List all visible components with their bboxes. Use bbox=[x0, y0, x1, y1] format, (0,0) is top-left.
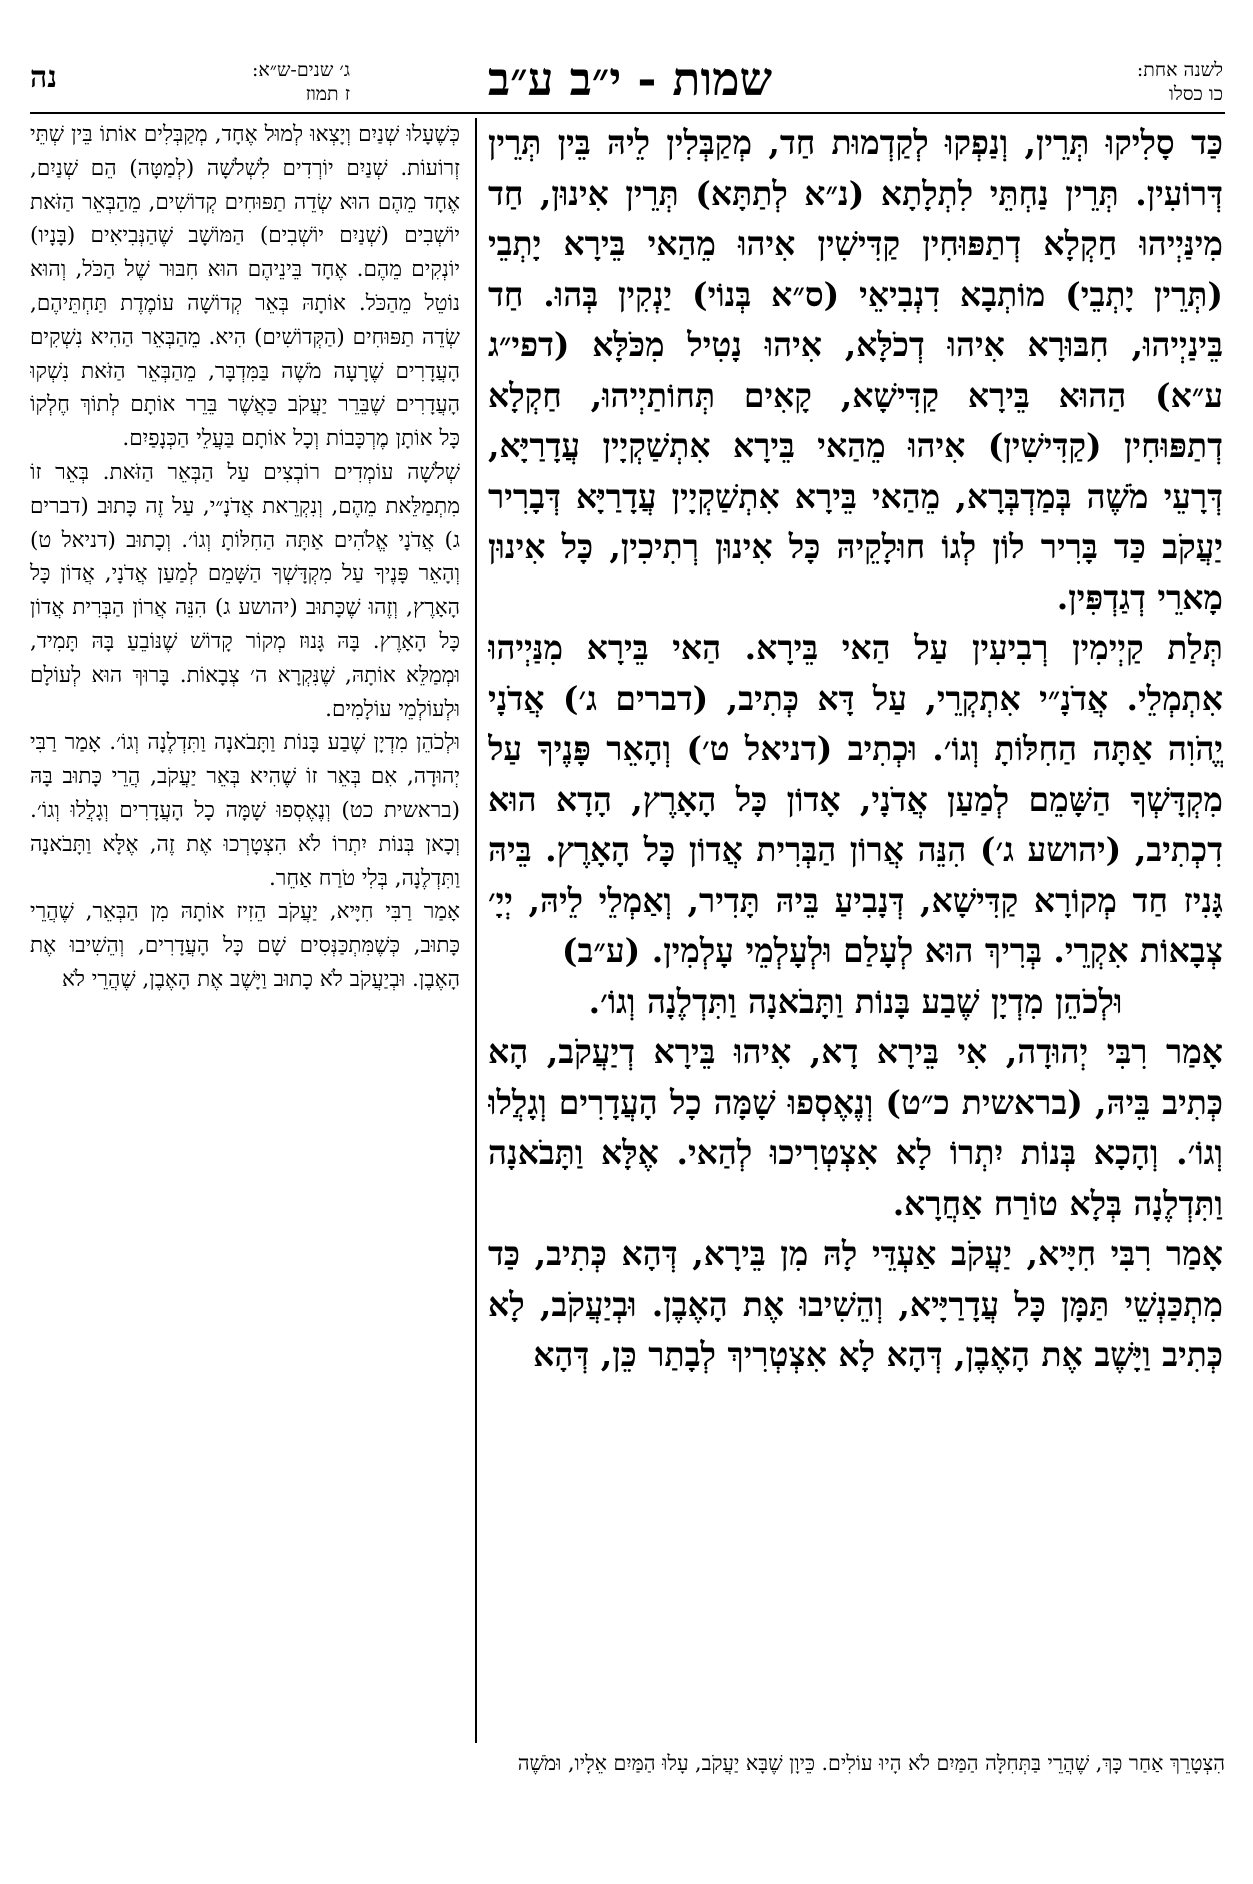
side-paragraph: שְׁלֹשָׁה עוֹמְדִים רוֹבְצִים עַל הַבְּאֵר הַזֹּאת. בְּאֵר זוֹ מִתְמַלֵּאת מֵהֶם, וְנִקְרֵאת אֲדֹנָ״י, עַל זֶה כָּתוּב (דברים ג) אֲדֹנָי אֱלֹהִים אַתָּה הַחִלּוֹתָ וְגוֹ׳. וְכָתוּב (דניאל ט) וְהָאֵר פָּנֶיךָ עַל מִקְדָּשְׁךָ הַשָּׁמֵם לְמַעַן אֲדֹנָי, אֲדוֹן כָּל הָאָרֶץ, וְזֶהוּ שֶׁכָּתוּב (יהושע ג) הִנֵּה אֲרוֹן הַבְּרִית אֲדוֹן כָּל הָאָרֶץ. בָּהּ גָּנוּז מְקוֹר קָדוֹשׁ שֶׁנּוֹבֵעַ בָּהּ תָּמִיד, וּמְמַלֵּא אוֹתָהּ, שֶׁנִּקְרָא ה׳ צְבָאוֹת. בָּרוּךְ הוּא לְעוֹלָם וּלְעוֹלְמֵי עוֹלָמִים. bbox=[30, 459, 460, 722]
side-paragraph: כְּשֶׁעָלוּ שְׁנַיִם וְיָצְאוּ לְמוּל אֶחָד, מְקַבְּלִים אוֹתוֹ בֵּין שְׁתֵּי זְרוֹעוֹת. שְׁנַיִם יוֹרְדִים לִשְׁלֹשָׁה (לְמַטָּה) הֵם שְׁנַיִם, אֶחָד מֵהֶם הוּא שְׂדֵה תַפּוּחִים קְדוֹשִׁים, מֵהַבְּאֵר הַזֹּאת יוֹשְׁבִים (שְׁנַיִם יוֹשְׁבִים) הַמּוֹשָׁב שֶׁהַנְּבִיאִים (בָּנָיו) יוֹנְקִים מֵהֶם. אֶחָד בֵּינֵיהֶם הוּא חִבּוּר שֶׁל הַכֹּל, וְהוּא נוֹטֵל מֵהַכֹּל. אוֹתָהּ בְּאֵר קְדוֹשָׁה עוֹמֶדֶת תַּחְתֵּיהֶם, שְׂדֵה תַפּוּחִים (הַקְּדוֹשִׁים) הִיא. מֵהַבְּאֵר הַהִיא נִשְׁקִים הָעֲדָרִים שֶׁרָעָה מֹשֶׁה בַּמִּדְבָּר, מֵהַבְּאֵר הַזֹּאת נִשְׁקוּ הָעֲדָרִים שֶׁבֵּרֵר יַעֲקֹב כַּאֲשֶׁר בֵּרֵר אוֹתָם לְתוֹךְ חֶלְקוֹ כָּל אוֹתָן מֶרְכָּבוֹת וְכָל אוֹתָם בַּעֲלֵי הַכְּנָפַיִם. bbox=[30, 122, 460, 452]
page-number: נה bbox=[30, 60, 58, 95]
main-paragraph: אָמַר רִבִּי יְהוּדָה, אִי בֵּירָא דָא, אִיהוּ בֵּירָא דְיַעֲקֹב, הָא כְּתִיב בֵּיהּ, (בראשית כ״ט) וְנֶאֶסְפוּ שָׁמָּה כָל הָעֲדָרִים וְגָלֲלוּ וְגוֹ׳. וְהָכָא בְּנוֹת יִתְרוֹ לָא אִצְטְרִיכוּ לְהַאי. אֶלָּא וַתָּבֹאנָה וַתִּדְלֶנָה בְּלָא טוֹרַח אַחֲרָא. bbox=[488, 1032, 1223, 1223]
main-paragraph-verse: וּלְכֹהֵן מִדְיָן שֶׁבַע בָּנוֹת וַתָּבֹאנָה וַתִּדְלֶנָה וְגוֹ׳. bbox=[588, 981, 1123, 1021]
footer-continuation-line: הִצְטָרֵךְ אַחַר כָּךְ, שֶׁהֲרֵי בַּתְּחִלָּה הַמַּיִם לֹא הָיוּ עוֹלִים. כֵּיוָן שֶׁבָּא יַעֲקֹב, עָלוּ הַמַּיִם אֵלָיו, וּמֹשֶׁה bbox=[517, 1751, 1225, 1775]
schedule-three-years-date: ז תמוז bbox=[305, 83, 350, 105]
daily-schedule-three-years bbox=[130, 58, 350, 106]
daily-schedule-one-year bbox=[1137, 58, 1223, 106]
schedule-three-years-label: ג׳ שנים-ש״א: bbox=[251, 59, 350, 81]
schedule-one-year-date: כו כסלו bbox=[1168, 83, 1223, 105]
side-paragraph: אָמַר רַבִּי חִיָּיא, יַעֲקֹב הֵזִיז אוֹתָהּ מִן הַבְּאֵר, שֶׁהֲרֵי כָּתוּב, כְּשֶׁמִּתְכַּנְּסִים שָׁם כָּל הָעֲדָרִים, וְהֵשִׁיבוּ אֶת הָאֶבֶן. וּבְיַעֲקֹב לֹא כָתוּב וַיָּשֶׁב אֶת הָאֶבֶן, שֶׁהֲרֵי לֹא bbox=[30, 899, 460, 992]
main-paragraph: תְּלַת קַיְימִין רְבִיעִין עַל הַאי בֵּירָא. הַאי בֵּירָא מִנַּיְיהוּ אִתְמְלֵי. אֲדֹנָ״י אִתְקְרֵי, עַל דָּא כְּתִיב, (דברים ג׳) אֲדֹנָי יֱהֹוִה אַתָּה הַחִלּוֹתָ וְגוֹ׳. וּכְתִיב (דניאל ט׳) וְהָאֵר פָּנֶיךָ עַל מִקְדָּשְׁךָ הַשָּׁמֵם לְמַעַן אֲדֹנָי, אָדוֹן כָּל הָאָרֶץ, הָדָא הוּא דִכְתִיב, (יהושע ג׳) הִנֵּה אֲרוֹן הַבְּרִית אֲדוֹן כָּל הָאָרֶץ. בֵּיהּ גָּנִיז חַד מְקוֹרָא קַדִּישָׁא, דְּנָבִיעַ בֵּיהּ תָּדִיר, וְאַמְלֵי לֵיהּ, יְיָ׳ צְבָאוֹת אִקְרֵי. בְּרִיךְ הוּא לְעָלַם וּלְעָלְמֵי עָלְמִין. (ע״ב) bbox=[488, 628, 1223, 970]
page-header bbox=[0, 0, 1253, 110]
side-column-hebrew-translation bbox=[30, 118, 460, 1743]
main-paragraph: כַּד סָלִיקוּ תְּרֵין, וְנַפְקוּ לְקַדְמוּת חַד, מְקַבְּלִין לֵיהּ בֵּין תְּרֵין דְּרוֹעִין. תְּרֵין נַחְתֵּי לִתְלָתָא (נ״א לְתַתָּא) תְּרֵין אִינוּן, חַד מִינַּיְיהוּ חַקְלָא דְתַפּוּחִין קַדִּישִׁין אִיהוּ מֵהַאי בֵּירָא יָתְבֵי (תְּרֵין יָתְבֵי) מוֹתְבָא דִנְבִיאֵי (ס״א בְּנוֹי) יַנְקִין בְּהוּ. חַד בֵּינַיְיהוּ, חִבּוּרָא אִיהוּ דְכֹלָּא, אִיהוּ נָטִיל מִכֹּלָּא (דפי״ג ע״א) הַהוּא בֵּירָא קַדִּישָׁא, קָאִים תְּחוֹתַיְיהוּ, חַקְלָא דְתַפּוּחִין (קַדִּישִׁין) אִיהוּ מֵהַאי בֵּירָא אִתְשַׁקְיָין עֲדָרַיָּא, דְּרָעֵי מֹשֶׁה בְּמַדְבְּרָא, מֵהַאי בֵּירָא אִתְשַׁקְיָין עֲדָרַיָּא דְּבָרִיר יַעֲקֹב כַּד בָּרִיר לוֹן לְגוֹ חוּלָקֵיהּ כָּל אִינוּן רְתִיכִין, כָּל אִינוּן מָארֵי דְגַדְפִּין. bbox=[488, 123, 1223, 617]
header-rule bbox=[30, 112, 1225, 114]
page-title: שמות - י״ב ע״ב bbox=[487, 52, 773, 106]
column-divider bbox=[475, 118, 477, 1743]
schedule-one-year-label: לשנה אחת: bbox=[1136, 59, 1223, 81]
main-paragraph: אָמַר רִבִּי חִיָּיא, יַעֲקֹב אַעְדֵּי לָהּ מִן בֵּירָא, דְּהָא כְּתִיב, כַּד מִתְכַּנְשֵׁי תַּמָּן כָּל עֲדָרַיָּיא, וְהֵשִׁיבוּ אֶת הָאֶבֶן. וּבְיַעֲקֹב, לָא כְּתִיב וַיָּשֶׁב אֶת הָאֶבֶן, דְּהָא לָא אִצְטְרִיךְ לְבָתַר כֵּן, דְּהָא bbox=[488, 1234, 1223, 1374]
main-column-aramaic bbox=[488, 118, 1223, 1743]
side-paragraph: וּלְכֹהֵן מִדְיָן שֶׁבַע בָּנוֹת וַתָּבֹאנָה וַתִּדְלֶנָה וְגוֹ׳. אָמַר רַבִּי יְהוּדָה, אִם בְּאֵר זוֹ שֶׁהִיא בְּאֵר יַעֲקֹב, הֲרֵי כָּתוּב בָּהּ (בראשית כט) וְנֶאֶסְפוּ שָׁמָּה כָל הָעֲדָרִים וְגָלֲלוּ וְגוֹ׳. וְכָאן בְּנוֹת יִתְרוֹ לֹא הִצְטָרְכוּ אֶת זֶה, אֶלָּא וַתָּבֹאנָה וַתִּדְלֶנָה, בְּלִי טֹרַח אַחֵר. bbox=[30, 730, 460, 891]
